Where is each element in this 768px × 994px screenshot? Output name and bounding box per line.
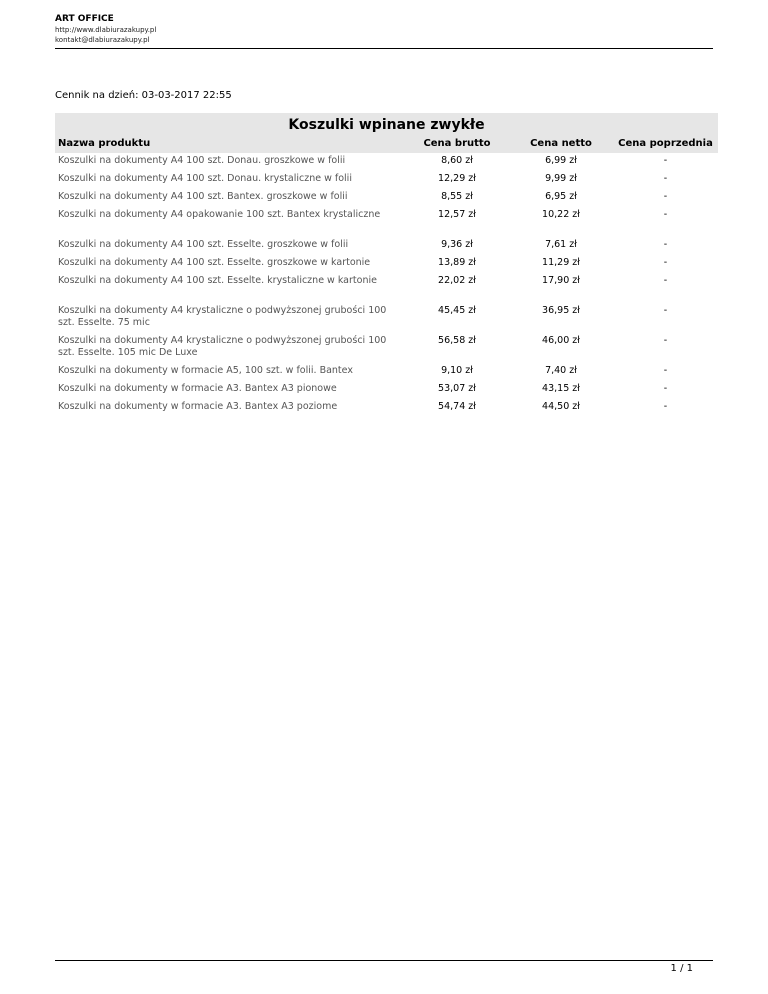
previous-price: -	[663, 365, 668, 376]
product-name: Koszulki na dokumenty w formacie A5, 100 szt. w folii. Bantex	[58, 365, 353, 376]
net-price: 46,00 zł	[542, 335, 580, 346]
product-name: Koszulki na dokumenty A4 100 szt. Esselte. groszkowe w folii	[58, 239, 349, 250]
table-row	[55, 273, 718, 303]
table-row	[55, 153, 718, 171]
gross-price: 13,89 zł	[438, 257, 476, 268]
product-name: Koszulki na dokumenty w formacie A3. Bantex A3 pionowe	[58, 383, 337, 394]
gross-price: 12,29 zł	[438, 173, 476, 184]
net-price: 9,99 zł	[545, 173, 577, 184]
gross-price: 56,58 zł	[438, 335, 476, 346]
table-row	[55, 363, 718, 381]
table-row	[55, 381, 718, 399]
gross-price: 53,07 zł	[438, 383, 476, 394]
net-price: 6,99 zł	[545, 155, 577, 166]
company-website: http://www.dlabiurazakupy.pl	[55, 26, 157, 34]
table-row	[55, 333, 718, 363]
product-name: Koszulki na dokumenty A4 100 szt. Bantex. groszkowe w folii	[58, 191, 348, 202]
company-name: ART OFFICE	[55, 14, 114, 24]
table-row	[55, 207, 718, 237]
previous-price: -	[663, 173, 668, 184]
gross-price: 9,36 zł	[441, 239, 473, 250]
document-header	[55, 14, 713, 49]
net-price: 44,50 zł	[542, 401, 580, 412]
net-price: 7,40 zł	[545, 365, 577, 376]
net-price: 10,22 zł	[542, 209, 580, 220]
gross-price: 22,02 zł	[438, 275, 476, 286]
product-name: Koszulki na dokumenty A4 100 szt. Donau. krystaliczne w folii	[58, 173, 352, 184]
column-header-name: Nazwa produktu	[58, 138, 151, 149]
previous-price: -	[663, 383, 668, 394]
price-list-date	[55, 90, 232, 101]
previous-price: -	[663, 305, 668, 316]
table-title: Koszulki wpinane zwykłe	[55, 113, 718, 135]
table-header-row	[55, 135, 718, 153]
table-row	[55, 399, 718, 417]
product-name: Koszulki na dokumenty A4 100 szt. Esselte. krystaliczne w kartonie	[58, 275, 377, 286]
price-table	[55, 135, 718, 417]
price-table-section	[55, 113, 718, 417]
gross-price: 8,60 zł	[441, 155, 473, 166]
table-row	[55, 237, 718, 255]
product-name: Koszulki na dokumenty A4 krystaliczne o podwyższonej grubości 100 szt. Esselte. 105 mic De Luxe	[58, 335, 387, 358]
document-footer	[55, 960, 713, 974]
column-header-net: Cena netto	[530, 138, 592, 149]
date-value: 03-03-2017 22:55	[141, 90, 232, 101]
company-email: kontakt@dlabiurazakupy.pl	[55, 36, 150, 44]
table-row	[55, 303, 718, 333]
column-header-previous: Cena poprzednia	[618, 138, 713, 149]
previous-price: -	[663, 191, 668, 202]
gross-price: 54,74 zł	[438, 401, 476, 412]
product-name: Koszulki na dokumenty A4 100 szt. Esselte. groszkowe w kartonie	[58, 257, 371, 268]
product-name: Koszulki na dokumenty A4 opakowanie 100 szt. Bantex krystaliczne	[58, 209, 381, 220]
page-number: 1 / 1	[670, 963, 693, 974]
gross-price: 8,55 zł	[441, 191, 473, 202]
product-name: Koszulki na dokumenty w formacie A3. Bantex A3 poziome	[58, 401, 338, 412]
gross-price: 12,57 zł	[438, 209, 476, 220]
table-row	[55, 255, 718, 273]
net-price: 43,15 zł	[542, 383, 580, 394]
net-price: 36,95 zł	[542, 305, 580, 316]
previous-price: -	[663, 155, 668, 166]
net-price: 17,90 zł	[542, 275, 580, 286]
previous-price: -	[663, 335, 668, 346]
gross-price: 9,10 zł	[441, 365, 473, 376]
date-label: Cennik na dzień:	[55, 90, 139, 101]
net-price: 11,29 zł	[542, 257, 580, 268]
net-price: 6,95 zł	[545, 191, 577, 202]
product-name: Koszulki na dokumenty A4 krystaliczne o podwyższonej grubości 100 szt. Esselte. 75 mic	[58, 305, 387, 328]
previous-price: -	[663, 401, 668, 412]
table-row	[55, 171, 718, 189]
previous-price: -	[663, 239, 668, 250]
net-price: 7,61 zł	[545, 239, 577, 250]
column-header-gross: Cena brutto	[423, 138, 491, 149]
previous-price: -	[663, 209, 668, 220]
previous-price: -	[663, 257, 668, 268]
product-name: Koszulki na dokumenty A4 100 szt. Donau. groszkowe w folii	[58, 155, 346, 166]
gross-price: 45,45 zł	[438, 305, 476, 316]
table-row	[55, 189, 718, 207]
previous-price: -	[663, 275, 668, 286]
